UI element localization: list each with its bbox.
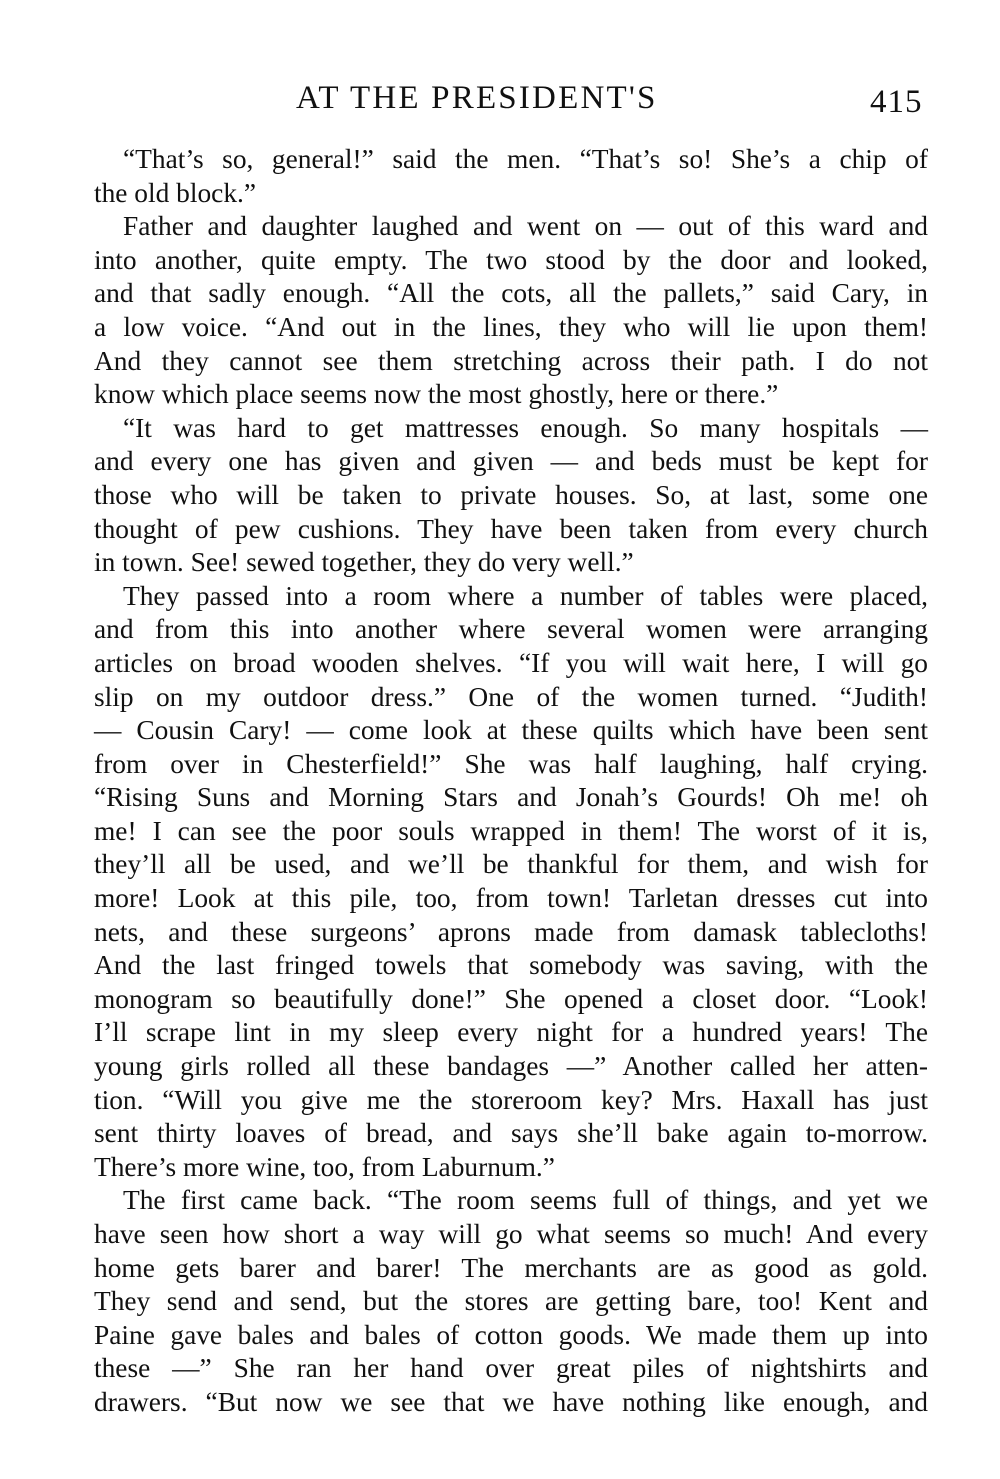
text-line: — Cousin Cary! — come look at these quilts which have been sent — [94, 715, 928, 746]
text-line: articles on broad wooden shelves. “If you will wait here, I will go — [94, 647, 928, 678]
text-line: in town. See! sewed together, they do very well.” — [94, 547, 634, 578]
text-line: from over in Chesterfield!” She was half laughing, half crying. — [94, 748, 928, 779]
text-line: young girls rolled all these bandages —” Another called her atten- — [94, 1051, 928, 1082]
text-line: There’s more wine, too, from Laburnum.” — [94, 1151, 555, 1182]
paragraph-4 — [94, 580, 928, 1185]
text-line: have seen how short a way will go what seems so much! And every — [94, 1219, 928, 1249]
paragraph-1 — [94, 143, 928, 210]
text-line: slip on my outdoor dress.” One of the women turned. “Judith! — [94, 681, 928, 712]
text-line: into another, quite empty. The two stood by the door and looked, — [94, 244, 928, 275]
text-line: They send and send, but the stores are getting bare, too! Kent and — [94, 1286, 928, 1317]
text-line: and that sadly enough. “All the cots, all the pallets,” said Cary, in — [94, 278, 928, 309]
body-text — [94, 143, 928, 1420]
text-line: And the last fringed towels that somebody was saving, with the — [94, 950, 928, 981]
page-number: 415 — [870, 84, 923, 120]
text-line: a low voice. “And out in the lines, they who will lie upon them! — [94, 311, 928, 342]
text-line: “It was hard to get mattresses enough. So many hospitals — — [123, 412, 928, 443]
text-line: thought of pew cushions. They have been taken from every church — [94, 513, 928, 544]
text-line: They passed into a room where a number of tables were placed, — [123, 580, 928, 611]
running-head — [0, 78, 1000, 118]
text-line: the old block.” — [94, 177, 257, 208]
text-line: and from this into another where several women were arranging — [94, 614, 928, 645]
text-line: tion. “Will you give me the storeroom key? Mrs. Haxall has just — [94, 1084, 928, 1115]
text-line: me! I can see the poor souls wrapped in them! The worst of it is, — [94, 815, 928, 846]
text-line: those who will be taken to private houses. So, at last, some one — [94, 479, 928, 510]
paragraph-3 — [94, 412, 928, 580]
text-line: “That’s so, general!” said the men. “That’s so! She’s a chip of — [123, 144, 928, 174]
paragraph-2 — [94, 210, 928, 412]
text-line: Father and daughter laughed and went on — out of this ward and — [123, 211, 928, 242]
chapter-title: AT THE PRESIDENT'S — [296, 80, 658, 116]
text-line: I’ll scrape lint in my sleep every night for a hundred years! The — [94, 1017, 928, 1048]
text-line: Paine gave bales and bales of cotton goods. We made them up into — [94, 1319, 928, 1350]
text-line: these —” She ran her hand over great piles of nightshirts and — [94, 1353, 928, 1384]
text-line: they’ll all be used, and we’ll be thankful for them, and wish for — [94, 849, 928, 880]
text-line: more! Look at this pile, too, from town! Tarletan dresses cut into — [94, 883, 928, 914]
text-line: monogram so beautifully done!” She opened a closet door. “Look! — [94, 983, 928, 1014]
text-line: The first came back. “The room seems full of things, and yet we — [123, 1185, 928, 1216]
text-line: sent thirty loaves of bread, and says she’ll bake again to-morrow. — [94, 1118, 928, 1149]
text-line: nets, and these surgeons’ aprons made from damask tablecloths! — [94, 916, 928, 947]
text-line: and every one has given and given — and beds must be kept for — [94, 446, 928, 477]
paragraph-5 — [94, 1184, 928, 1419]
text-line: know which place seems now the most ghostly, here or there.” — [94, 379, 779, 410]
text-line: drawers. “But now we see that we have nothing like enough, and — [94, 1386, 928, 1417]
text-line: And they cannot see them stretching across their path. I do not — [94, 345, 928, 376]
text-line: “Rising Suns and Morning Stars and Jonah’s Gourds! Oh me! oh — [94, 782, 928, 813]
text-line: home gets barer and barer! The merchants are as good as gold. — [94, 1252, 928, 1283]
